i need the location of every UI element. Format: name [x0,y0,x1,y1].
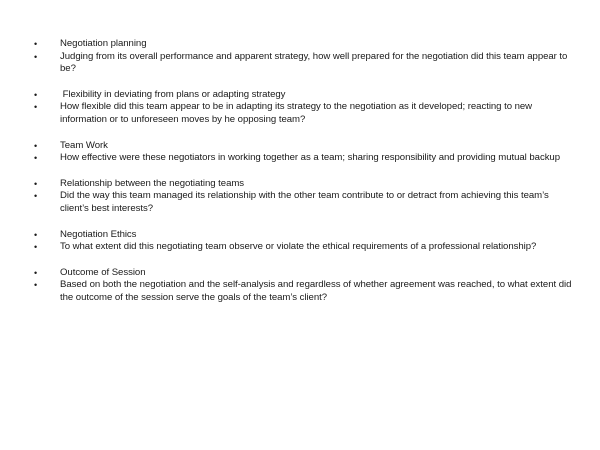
bullet-icon: • [34,102,38,113]
list-item [34,140,574,153]
criteria-question: How flexible did this team appear to be in adapting its strategy to the negotiation as it developed; reacting to new information or to unforeseen moves by he opposing team? [60,101,533,125]
criteria-heading: Relationship between the negotiating teams [60,177,245,189]
evaluation-criteria-list [34,38,574,318]
bullet-icon: • [34,153,38,164]
criteria-group-planning [34,38,574,76]
bullet-icon: • [34,140,38,151]
bullet-icon: • [34,280,38,291]
list-item [34,51,574,76]
list-item [34,178,574,191]
bullet-icon: • [34,39,38,49]
criteria-heading: Team Work [60,139,108,151]
list-item [34,190,574,215]
criteria-group-team-work [34,140,574,165]
criteria-question: To what extent did this negotiating team observe or violate the ethical requirements of a professional relationship? [60,241,537,253]
criteria-group-outcome [34,267,574,305]
bullet-icon: • [34,89,38,100]
list-item [34,229,574,242]
bullet-icon: • [34,178,38,189]
bullet-icon: • [34,267,38,278]
criteria-group-relationship [34,178,574,216]
criteria-heading: Negotiation Ethics [60,228,137,240]
bullet-icon: • [34,51,38,62]
criteria-question: Based on both the negotiation and the self-analysis and regardless of whether agreement was reached, to what extent did the outcome of the session serve the goals of the team’s client? [60,279,572,303]
list-item [34,241,574,254]
bullet-icon: • [34,242,38,253]
criteria-question: How effective were these negotiators in working together as a team; sharing responsibility and providing mutual backup [60,152,561,164]
criteria-group-ethics [34,229,574,254]
criteria-group-flexibility [34,89,574,127]
criteria-question: Did the way this team managed its relationship with the other team contribute to or detract from achieving this team’s client’s best interests? [60,190,549,214]
criteria-heading: Flexibility in deviating from plans or adapting strategy [60,88,286,100]
bullet-icon: • [34,229,38,240]
list-item [34,38,574,51]
list-item [34,101,574,126]
list-item [34,267,574,280]
bullet-icon: • [34,191,38,202]
list-item [34,279,574,304]
criteria-question: Judging from its overall performance and apparent strategy, how well prepared for the negotiation did this team appear to be? [60,50,568,75]
list-item [34,152,574,165]
criteria-heading: Negotiation planning [60,38,147,49]
list-item [34,89,574,102]
criteria-heading: Outcome of Session [60,266,146,278]
